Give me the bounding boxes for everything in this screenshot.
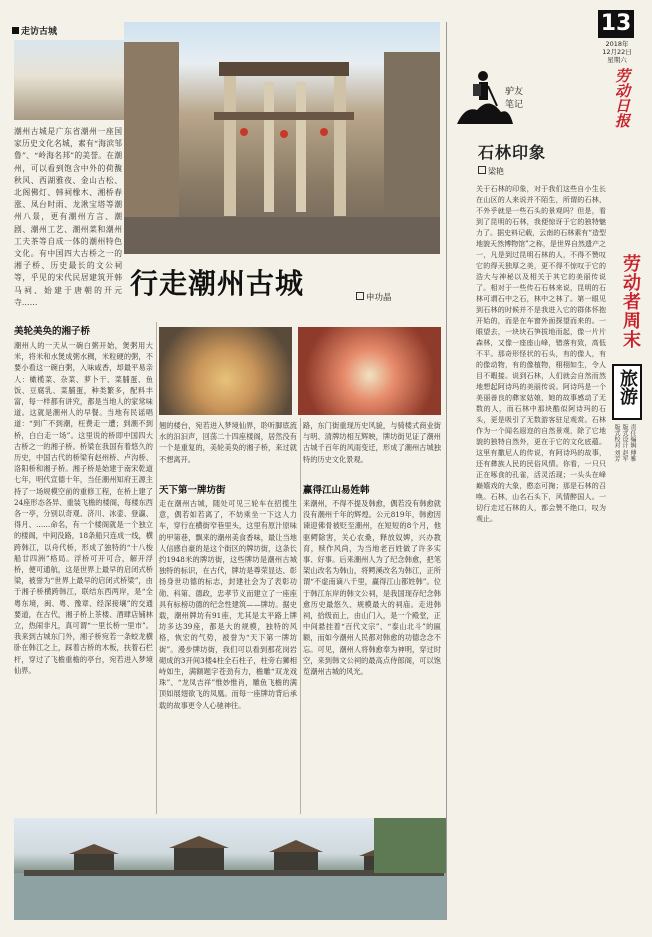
photo-snack-dish	[159, 327, 292, 415]
section-text-bridge: 潮州人的一天从一碗白粥开始，煲粥用大米，将米和水煲成粥水稠，米粒硬的粥，不要小看这一碗白粥，入味咸香，却最平易亲人：橄榄菜、杂菜、萝卜干、菜脯蛋、鱼饭、豆腐乳、菜脯蛋，种类繁多，配料丰富，每一样都有讲究，都是当地人的家常味道。这就是潮州人的早餐。当地有民谣唱道：“到广不到潮，枉费走一遭；到潮不到桥，白白走一场”。这里说的桥即中国四大古桥之一的湘子桥。桥梁在我国有着悠久的历史，中国古代的桥梁有赵州桥、卢沟桥、洛阳桥和湘子桥。湘子桥是始建于南宋乾道七年，明代宣德十年，当任潮州知府王源主持了一场规模空前的重修工程，在桥上建了24座形态各异、重装飞檐的楼阁，每楼东西各一亭，分别以奇观、济川、冰壶、登瀛、得月、……命名，有一个楼阁就是一个独立的楼阁，中间没路，18条船只连成一线，横跨韩江，以舟代桥，形成了独特的“十八梭船廿四洲”格局。浮桥可开可合，解开浮桥，便可通航，这是世界上最早的启闭式桥梁，被誉为“世界上最早的启闭式桥梁”，由于湘子桥横跨韩江，联结东西两岸，是“全粤东境，闽、粤、豫章、经深接壤”的交通要道，在古代，湘子桥上茶楼、酒肆店铺林立，热闹非凡，真可谓“一里长桥一里市”。我来到古城东门外，湘子桥宛若一条蛟龙横卧在韩江之上，踩着古桥的木板，扶着石栏杆，穿过了飞檐重檐的亭台，宛若进入梦境仙界。	[14, 341, 153, 675]
photo-ancient-street-left	[14, 40, 126, 120]
side-author: 梁艳	[478, 166, 504, 177]
page-number: 13	[598, 10, 634, 38]
side-title: 石林印象	[478, 143, 547, 162]
credits: 责任编辑 傅雅 版式设计 赵军 版式校对 刘芳	[613, 424, 636, 462]
side-article-text: 关于石林的印象，对于我们这些自小生长在山区的人来说并不陌生，所谓的石林，不外乎就是一些石头的景观吗？但是，看到了昆明的石林，我便惊讶于它的独特魅力了。据史料记载，云南的石林素有“造型地貌天然博物馆”之称，是世界自然遗产之一，凡是到过昆明石林的人，不得不赞叹它的得天独厚之美，更不得不惊叹于它的浩大与神秘以及相关于其它的美丽传说了。相对于一些传石石林来说，昆明的石林可谓石中之石，林中之林了。第一眼见到石林的时候并不是我进入它的群体怀抱开始的，而是在车窗外面探望而来的。一眼望去，一块块石笋拔地而起，像一片片森林，又像一座座山峰，错落有致，高低不平。那奇形怪状的石头，有的像人，有的像动物，有的像植物，栩栩如生，令人目不暇接。说到石林，人们就会自然而然地想起阿诗玛的美丽传说。阿诗玛是一个美丽善良的彝家姑娘，她的故事感动了无数的人，而石林中那块酷似阿诗玛的石头，更是吸引了无数游客驻足观赏。石林作为一个闻名遐迩的自然景观，除了它地貌的独特自然外，更在于它的文化底蕴。这里有撒尼人的传说，有阿诗玛的故事，还有彝族人民的民俗风情。你看，一只只正在啄食的孔雀，活灵活现；一头头在峰巅嬉戏的大象，憨态可掬；那是石林的召唤。石林，山名石头下，风情醉国人。一切行走过石林的人，都会赞不绝口，叹为观止。	[476, 185, 606, 523]
photo-xiangzi-bridge	[14, 818, 446, 920]
author-box-icon	[356, 292, 364, 300]
section-text-hanyu: 来潮州，不得不提及韩愈，偶若没有韩愈就没有潮州千年的辉煌。公元819年，韩愈因谏迎佛骨被贬至潮州，在短短的8个月，他驱鳄除害，关心农桑，释放奴婢，兴办教育，赎作风尚，为当地老百姓做了许多实事、好事。后来潮州人为了纪念韩愈，把笔架山改名为韩山，将鳄溪改名为韩江，正所谓“不虚南谪八千里，赢得江山都姓韩”。位于韩江东岸的韩文公祠，是我国现存纪念韩愈历史最悠久、规模最大的祠庙。走进韩祠，拾级而上，由山门入，是一个殿堂，正中间悬挂着“百代文宗”、“泰山北斗”的匾额，而如今潮州人民都对韩愈的功德念念不忘。可见，潮州人将韩愈奉为神明，穿过时空，来到韩文公祠的最高点侍郎阁，可以饱览潮州古城的风光。	[303, 499, 441, 677]
date-block: 2018年 12月22日 星期六	[602, 40, 632, 64]
column-name: 驴友 笔记	[505, 87, 524, 110]
masthead-logo: 劳动日报	[613, 68, 631, 128]
section-text-paifang-continued: 路，东门街重现历史风貌，与骑楼式商业街与明、清牌坊相互辉映，牌坊街见证了潮州古城千百年的风雨变迁，形成了潮州古城独特的历史文化景观。	[303, 421, 441, 464]
section-label: 走访古城	[12, 24, 57, 37]
section-label-box: 旅游	[612, 364, 642, 420]
section-heading-paifang: 天下第一牌坊街	[159, 485, 226, 496]
section-text-bridge-continued: 翘的楼台，宛若进入梦境仙界，聆听脚底流水的汩汩声，回荡二十四座楼阁，居然没有一个是重复的，美轮美奂的湘子桥，来过就不想离开。	[159, 421, 297, 464]
column-logo	[455, 66, 559, 126]
section-label-red: 劳动者周末	[620, 254, 641, 349]
main-author: 申功晶	[356, 291, 392, 303]
square-bullet-icon	[12, 27, 19, 34]
photo-rice-rolls	[298, 327, 441, 415]
bridge-illustration	[14, 818, 446, 920]
section-text-paifang: 走在潮州古城，随处可见三轮车在招揽生意，偶若如若离了，不妨乘坐一下这人力车，穿行在横街窄巷里头，这里有原汁原味的甲第巷，飘来的潮州美食香味，最让当地人信感自豪的是这个街区的牌坊街，这条长约1948米的牌坊街，这些牌坊是潮州古城独特的标识，在古代，牌坊是尊荣显达、彰扬身世功德的标志，封建社会为了表彰功勋、科第、德政，忠孝节义而建立了一座座具有标榜功德的纪念性建筑——牌坊。据史载，潮州牌坊有91座，尤其是太平路上牌坊多达39座，都是大的规模，独特的风格，恢宏的气势，被誉为“天下第一牌坊街”。漫步牌坊街，我们可以看到那花岗岩砌成的3开间3楼4柱全石柱子，柱旁右狮相峙如生，满额题字苍劲有力，檐雕“双龙戏珠”、“龙凤吉祥”惟妙惟肖，雕鱼飞檐的满顶如展翅欲飞的凤凰。而每一座牌坊背后承载的故事更令人心驰神往。	[159, 499, 297, 710]
photo-paifang-street	[124, 22, 440, 254]
section-heading-hanyu: 赢得江山易姓韩	[303, 485, 370, 496]
author-box-icon	[478, 166, 486, 174]
section-heading-bridge: 美轮美奂的湘子桥	[14, 326, 91, 337]
paifang-illustration	[124, 22, 440, 254]
intro-text: 潮州古城是广东省潮州一座国家历史文化名城，素有“海滨邹鲁”、“岭海名邦”的美誉。在潮州，可以看到饱含中外的荷馥秋风、西湖雅夜、金山古松、北阁佛灯、韩祠橡木、湘桥春涨、凤台时雨、龙湫宝塔等潮州八景，更有潮州方言、潮剧、潮州工艺、潮州菜和潮州工夫茶等自成一体的潮州特色文化。有中国四大古桥之一的湘子桥、历史最长的文公祠等，乎见的宋代民居建筑开韩马祠、始建于唐朝的开元寺……	[14, 127, 122, 307]
main-title: 行走潮州古城	[130, 267, 305, 300]
